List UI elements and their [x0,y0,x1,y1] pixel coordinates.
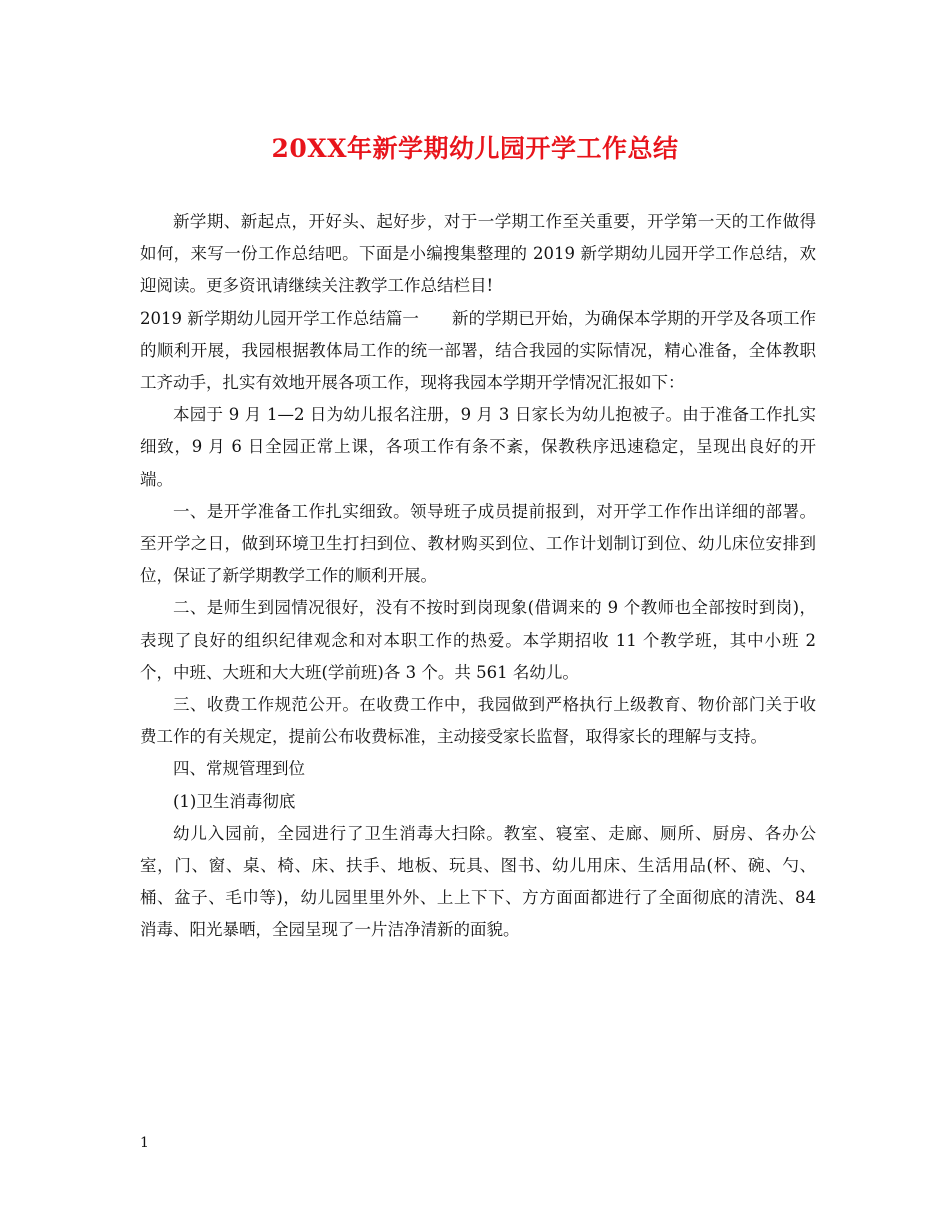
fees-paragraph: 三、收费工作规范公开。在收费工作中，我园做到严格执行上级教育、物价部门关于收费工作的有关规定，提前公布收费标准，主动接受家长监督，取得家长的理解与支持。 [140,695,816,747]
document-body [140,206,816,947]
management-heading: 四、常规管理到位 [173,759,305,779]
preparation-paragraph: 一、是开学准备工作扎实细致。领导班子成员提前报到，对开学工作作出详细的部署。至开学之日，做到环境卫生打扫到位、教材购买到位、工作计划制订到位、幼儿床位安排到位，保证了新学期教学工作的顺利开展。 [140,501,816,586]
hygiene-subheading: (1)卫生消毒彻底 [173,791,296,811]
section-heading-paragraph: 2019 新学期幼儿园开学工作总结篇一 新的学期已开始，为确保本学期的开学及各项工作的顺利开展，我园根据教体局工作的统一部署，结合我园的实际情况，精心准备，全体教职工齐动手，扎实有效地开展各项工作，现将我园本学期开学情况汇报如下： [140,308,816,393]
hygiene-paragraph: 幼儿入园前，全园进行了卫生消毒大扫除。教室、寝室、走廊、厕所、厨房、各办公室，门、窗、桌、椅、床、扶手、地板、玩具、图书、幼儿用床、生活用品(杯、碗、勺、桶、盆子、毛巾等)，幼儿园里里外外、上上下下、方方面面都进行了全面彻底的清洗、84 消毒、阳光暴晒，全园呈现了一片洁净清新的面貌。 [140,823,816,940]
registration-paragraph: 本园于 9 月 1—2 日为幼儿报名注册，9 月 3 日家长为幼儿抱被子。由于准备工作扎实细致，9 月 6 日全园正常上课，各项工作有条不紊，保教秩序迅速稳定，呈现出良好的开端。 [140,405,816,489]
attendance-paragraph: 二、是师生到园情况很好，没有不按时到岗现象(借调来的 9 个教师也全部按时到岗)，表现了良好的组织纪律观念和对本职工作的热爱。本学期招收 11 个教学班，其中小班 2 个，中班、大班和大大班(学前班)各 3 个。共 561 名幼儿。 [140,598,816,682]
document-title: 20XX年新学期幼儿园开学工作总结 [271,134,679,163]
page-number: 1 [140,1135,149,1151]
intro-paragraph: 新学期、新起点，开好头、起好步，对于一学期工作至关重要，开学第一天的工作做得如何，来写一份工作总结吧。下面是小编搜集整理的 2019 新学期幼儿园开学工作总结，欢迎阅读。更多资讯请继续关注教学工作总结栏目! [140,212,816,296]
